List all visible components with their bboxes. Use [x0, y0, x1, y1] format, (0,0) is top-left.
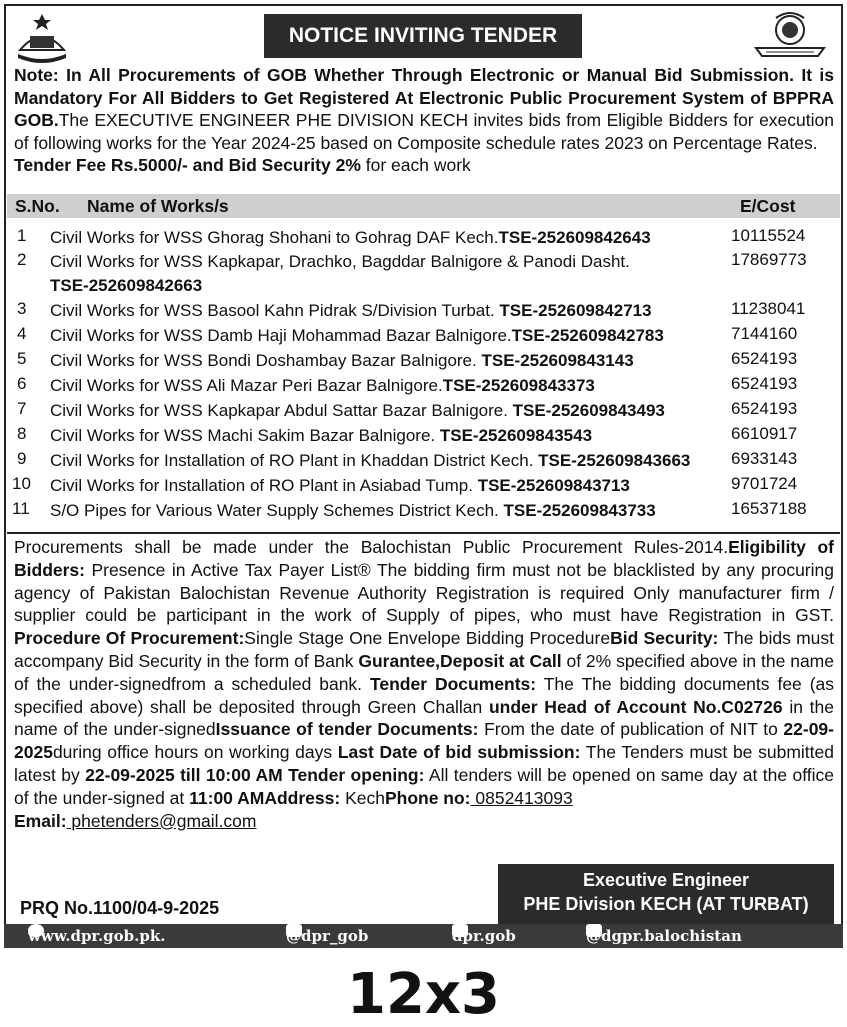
balochistan-emblem-logo: [12, 10, 72, 64]
row-number: 11: [12, 499, 30, 518]
row-number: 10: [12, 474, 31, 493]
work-description: S/O Pipes for Various Water Supply Schemes District Kech. TSE-252609843733: [50, 501, 656, 520]
works-table-header: [7, 194, 840, 218]
divider: [7, 532, 840, 534]
estimated-cost: 6524193: [731, 349, 798, 368]
tse-number: TSE-252609843373: [442, 376, 595, 395]
estimated-cost: 6524193: [731, 374, 798, 393]
email-link[interactable]: phetenders@gmail.com: [66, 810, 257, 831]
row-number: 5: [17, 349, 27, 368]
tse-number: TSE-252609843663: [538, 451, 691, 470]
work-description: Civil Works for WSS Ghorag Shohani to Gohrag DAF Kech.TSE-252609842643: [50, 228, 651, 247]
ad-size-label: 12x3: [346, 962, 500, 1027]
registration-note: Note: In All Procurements of GOB Whether Through Electronic or Manual Bid Submission. It is Mandatory For All Bidders to Get Registered At Electronic Public Procurement System of BPPRA GOB.: [14, 65, 834, 130]
estimated-cost: 6933143: [731, 449, 798, 468]
tse-number: TSE-252609843493: [512, 401, 665, 420]
signature-block: [498, 864, 834, 924]
work-description: Civil Works for Installation of RO Plant in Asiabad Tump. TSE-252609843713: [50, 476, 630, 495]
notice-title: NOTICE INVITING TENDER: [264, 14, 582, 58]
work-description: Civil Works for WSS Bondi Doshambay Bazar Balnigore. TSE-252609843143: [50, 351, 634, 370]
row-number: 9: [17, 449, 27, 468]
estimated-cost: 9701724: [731, 474, 798, 493]
work-description: Civil Works for WSS Basool Kahn Pidrak S/Division Turbat. TSE-252609842713: [50, 301, 652, 320]
row-number: 8: [17, 424, 27, 443]
signature-office: PHE Division KECH (AT TURBAT): [523, 894, 809, 914]
intro-paragraph: [14, 64, 834, 177]
phone-link[interactable]: 0852413093: [470, 787, 573, 808]
work-description: Civil Works for WSS Machi Sakim Bazar Balnigore. TSE-252609843543: [50, 426, 593, 445]
tse-number: TSE-252609842713: [499, 301, 652, 320]
dgpr-logo: [752, 10, 828, 64]
row-number: 6: [17, 374, 27, 393]
work-description: Civil Works for WSS Kapkapar Abdul Sattar Bazar Balnigore. TSE-252609843493: [50, 401, 665, 420]
row-number: 3: [17, 299, 27, 318]
terms-paragraph: Procurements shall be made under the Balochistan Public Procurement Rules-2014.Eligibility of Bidders: Presence in Active Tax Payer List® The bidding firm must not be blacklisted by any procuring agency of Pakistan Balochistan Revenue Authority Registration is required Only manufacturer firm / supplier could be participant in the work of Supply of pipes, who must have Registration in GST. Procedure Of Procurement:Single Stage One Envelope Bidding ProcedureBid Security: The bids must accompany Bid Security in the form of Bank Gurantee,Deposit at Call of 2% specified above in the name of the under-signedfrom a scheduled bank. Tender Documents: The The bidding documents fee (as specified above) shall be deposited through Green Challan under Head of Account No.C02726 in the name of the under-signedIssuance of tender Documents: From the date of publication of NIT to 22-09-2025during office hours on working days Last Date of bid submission: The Tenders must be submitted latest by 22-09-2025 till 10:00 AM Tender opening: All tenders will be opened on same day at the office of the under-signed at 11:00 AMAddress: KechPhone no: 0852413093 Email: phetenders@gmail.com: [14, 537, 835, 831]
header-sno: S.No.: [15, 196, 60, 216]
estimated-cost: 6610917: [731, 424, 798, 443]
row-number: 2: [17, 250, 27, 269]
work-description: Civil Works for Installation of RO Plant in Khaddan District Kech. TSE-252609843663: [50, 451, 691, 470]
estimated-cost: 17869773: [731, 250, 807, 269]
row-number: 4: [17, 324, 27, 343]
work-description: Civil Works for WSS Kapkapar, Drachko, Bagddar Balnigore & Panodi Dasht. TSE-252609842663: [50, 252, 630, 295]
header-cost: E/Cost: [740, 196, 796, 216]
prq-number: PRQ No.1100/04-9-2025: [20, 898, 220, 918]
tse-number: TSE-252609842643: [498, 228, 651, 247]
estimated-cost: 10115524: [731, 226, 806, 245]
footer-bar: www.dpr.gob.pk. @dpr_gob dpr.gob @dgpr.balochistan: [4, 924, 843, 948]
tender-fee-suffix: for each work: [360, 155, 471, 175]
tse-number: TSE-252609843543: [439, 426, 593, 445]
tse-number: TSE-252609843713: [477, 476, 630, 495]
tse-number: TSE-252609842663: [50, 276, 203, 295]
invitation-text: The EXECUTIVE ENGINEER PHE DIVISION KECH invites bids from Eligible Bidders for execution of following works for the Year 2024-25 based on Composite schedule rates 2023 on Percentage Rates.: [14, 110, 834, 153]
work-description: Civil Works for WSS Ali Mazar Peri Bazar Balnigore.TSE-252609843373: [50, 376, 595, 395]
estimated-cost: 6524193: [731, 399, 798, 418]
estimated-cost: 16537188: [731, 499, 807, 518]
estimated-cost: 7144160: [731, 324, 798, 343]
tse-number: TSE-252609842783: [511, 326, 664, 345]
tse-number: TSE-252609843143: [481, 351, 634, 370]
tender-fee: Tender Fee Rs.5000/- and Bid Security 2%: [14, 155, 361, 175]
row-number: 1: [17, 226, 27, 245]
row-number: 7: [17, 399, 27, 418]
tse-number: TSE-252609843733: [503, 501, 656, 520]
header-name: Name of Works/s: [87, 196, 229, 216]
signature-title: Executive Engineer: [582, 870, 750, 890]
estimated-cost: 11238041: [731, 299, 806, 318]
work-description: Civil Works for WSS Damb Haji Mohammad Bazar Balnigore.TSE-252609842783: [50, 326, 664, 345]
